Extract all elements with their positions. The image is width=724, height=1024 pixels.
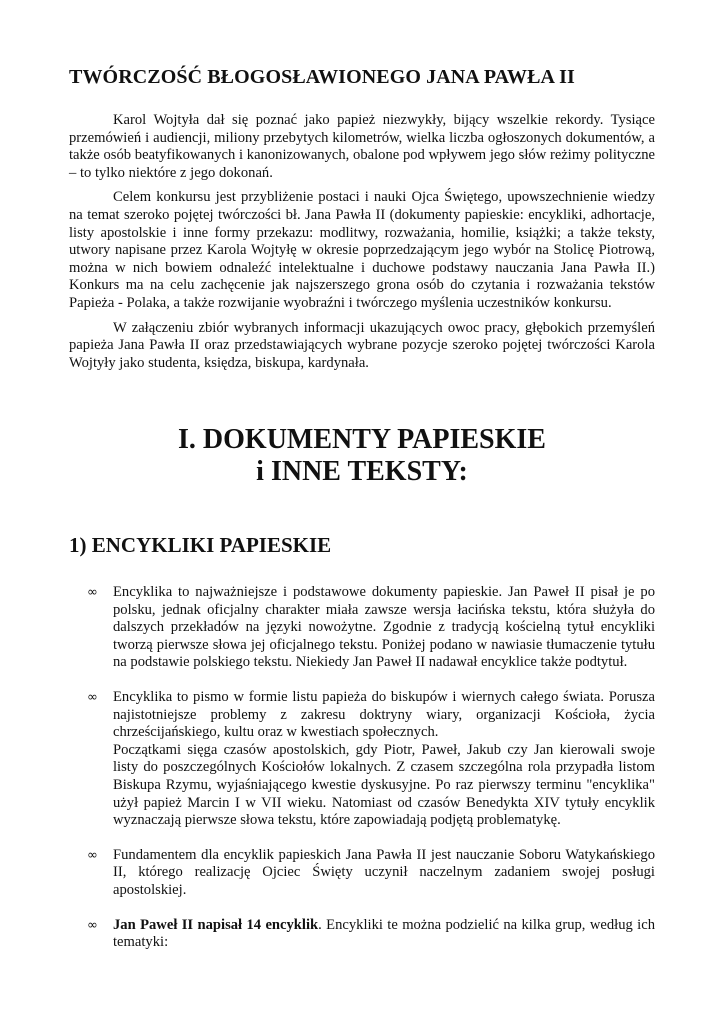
list-item-text [113,917,655,952]
list-item-text: Encyklika to pismo w formie listu papieża do biskupów i wiernych całego świata. Porusza najistotniejsze problemy z zakresu doktryny wiary, organizacji Kościoła, życia chrześcijańskiego, kultu oraz w kwestiach społecznych. [113,688,655,741]
list-item-text: Encyklika to najważniejsze i podstawowe dokumenty papieskie. Jan Paweł II pisał je po polsku, jednak oficjalny charakter miała zawsze wersja łacińska tekstu, która służyła do dalszych przekładów na języki nowożytne. Zgodnie z tradycją kościelną tytuł encykliki tworzą pierwsze słowa jej oficjalnego tekstu. Poniżej podano w nawiasie tłumaczenie tytułu na podstawie polskiego tekstu. Niekiedy Jan Paweł II nadawał encyklice także podtytuł. [113,584,655,671]
subsection-heading: 1) ENCYKLIKI PAPIESKIE [69,533,332,557]
list-item [69,917,655,952]
list-item-text-continued: Początkami sięga czasów apostolskich, gdy Piotr, Paweł, Jakub czy Jan kierowali swoje listy do poszczególnych Kościołów lokalnych. Z czasem szczególna rola przypadła listom Biskupa Rzymu, wyjaśniającego kwestie dyskusyjne. Po raz pierwszy terminu "encyklika" użył papież Marcin I w VII wieku. Natomiast od czasów Benedykta XIV tytuły encyklik wyznaczają pierwsze słowa tekstu, które zapowiadają podjętą problematykę. [113,741,655,829]
list-item-rest-text: . Encykliki te można podzielić na kilka grup, według ich tematyki: [113,916,655,951]
bullet-list [69,584,655,969]
list-item [69,584,655,672]
list-item-bold-text: Jan Paweł II napisał 14 encyklik [113,916,319,933]
infinity-bullet-icon: ∞ [87,847,98,863]
section-heading-line1: I. DOKUMENTY PAPIESKIE [178,424,546,455]
list-item [69,847,655,900]
intro-paragraph: W załączeniu zbiór wybranych informacji ukazujących owoc pracy, głębokich przemyśleń papieża Jana Pawła II oraz przedstawiających wybrane pozycje szeroko pojętej twórczości Karola Wojtyły jako studenta, księdza, biskupa, kardynała. [69,319,655,371]
intro-paragraph: Celem konkursu jest przybliżenie postaci i nauki Ojca Świętego, upowszechnienie wiedzy na temat szeroko pojętej twórczości bł. Jana Pawła II (dokumenty papieskie: encykliki, adhortacje, listy apostolskie i inne formy przekazu: modlitwy, rozważania, homilie, książki; a także teksty, utwory napisane przez Karola Wojtyłę w okresie poprzedzającym jego wybór na Stolicę Piotrową, można w nich bowiem odnaleźć intelektualne i duchowe podstawy nauczania Jana Pawła II.) Konkurs ma na celu zachęcenie jak najszerszego grona osób do czytania i rozważania tekstów Papieża - Polaka, a także rozwijanie wyobraźni i twórczego myślenia uczestników konkursu. [69,189,655,311]
infinity-bullet-icon: ∞ [87,917,98,933]
section-heading [69,424,655,488]
list-item [69,689,655,830]
infinity-bullet-icon: ∞ [87,585,98,600]
document-title: TWÓRCZOŚĆ BŁOGOSŁAWIONEGO JANA PAWŁA II [69,66,575,88]
intro-paragraph: Karol Wojtyła dał się poznać jako papież niezwykły, bijący wszelkie rekordy. Tysiące przemówień i audiencji, miliony przebytych kilometrów, wielka liczba ogłoszonych dokumentów, a także osób beatyfikowanych i kanonizowanych, obalone pod wpływem jego słów reżimy polityczne – to tylko niektóre z jego dokonań. [69,112,655,181]
list-item-text: Fundamentem dla encyklik papieskich Jana Pawła II jest nauczanie Soboru Watykańskiego II, którego realizację Ojciec Święty uczynił naczelnym zadaniem swojej posługi apostolskiej. [113,846,655,898]
infinity-bullet-icon: ∞ [87,689,98,705]
intro-section [69,112,655,379]
section-heading-line2: i INNE TEKSTY: [256,456,468,487]
